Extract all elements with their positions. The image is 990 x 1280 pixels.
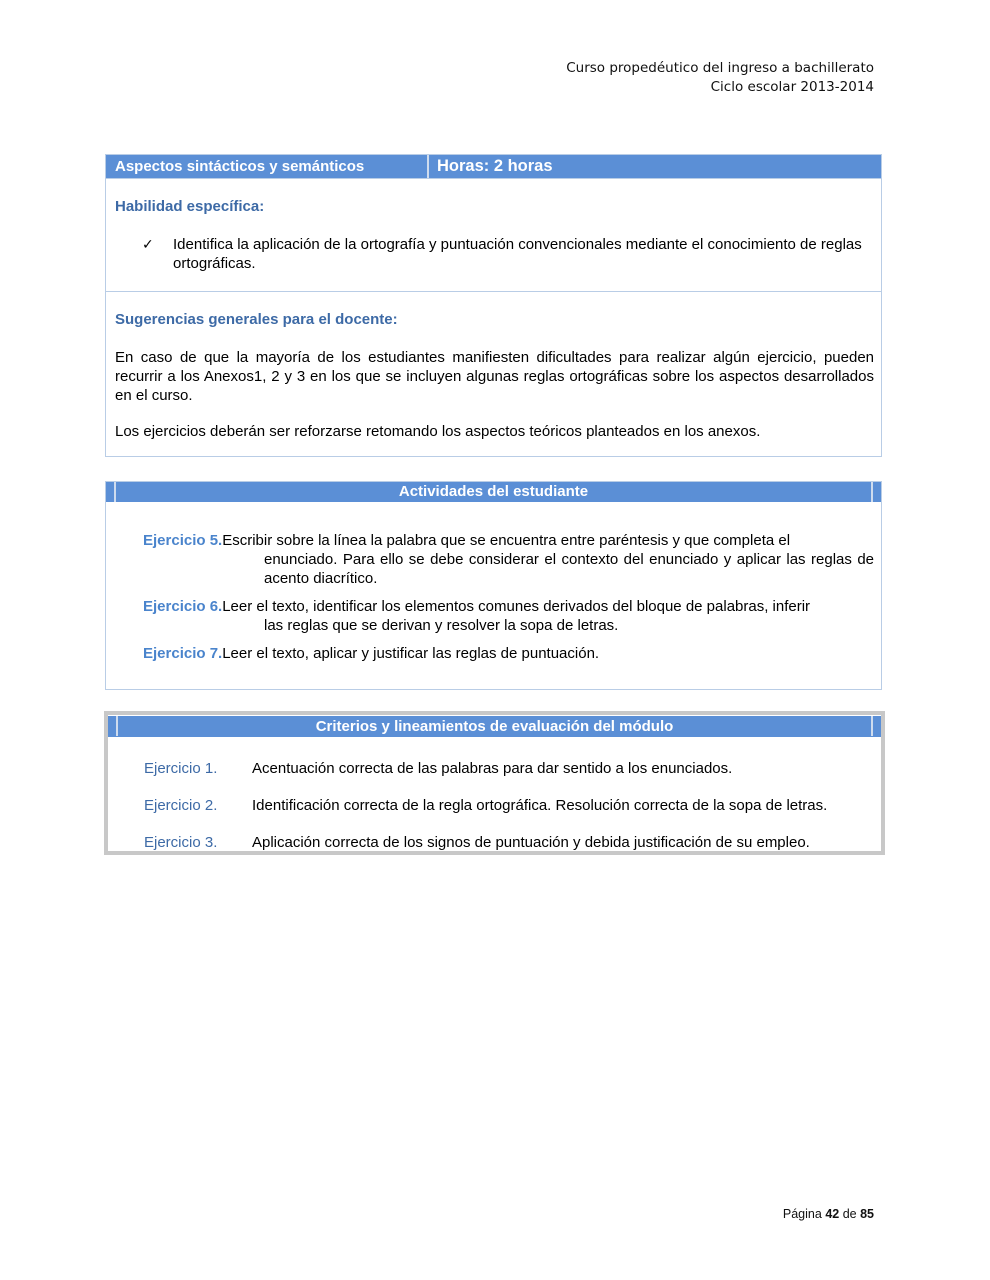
checkmark-icon: ✓ [142, 236, 154, 252]
module-title-bar [106, 155, 881, 179]
skill-section [106, 179, 881, 292]
criteria-label: Ejercicio 3. [144, 834, 218, 851]
criteria-label: Ejercicio 1. [144, 760, 218, 777]
module-hours: Horas: 2 horas [437, 157, 553, 175]
exercise-text-cont: las reglas que se derivan y resolver la sopa de letras. [264, 617, 619, 634]
bar-edge [871, 716, 873, 736]
bar-edge [116, 716, 118, 736]
skill-item [143, 235, 869, 273]
bar-edge [114, 482, 116, 502]
criteria-item [144, 833, 810, 852]
bar-edge [871, 482, 873, 502]
skill-item-text: Identifica la aplicación de la ortografía y puntuación convencionales mediante el conocimiento de reglas ortográficas. [173, 236, 862, 272]
exercise-label: Ejercicio 6. [143, 598, 223, 615]
criteria-item [144, 759, 732, 778]
total-pages: 85 [860, 1207, 874, 1221]
suggestion-paragraph-2: Los ejercicios deberán ser reforzarse retomando los aspectos teóricos planteados en los anexos. [115, 423, 761, 440]
page-word: Página [782, 1207, 822, 1221]
criteria-title: Criterios y lineamientos de evaluación del módulo [315, 718, 674, 735]
suggestion-paragraph-1: En caso de que la mayoría de los estudiantes manifiesten dificultades para realizar algún ejercicio, pueden recurrir a los Anexos1, 2 y 3 en los que se incluyen algunas reglas ortográficas sobre los aspectos desarrollados en el curso. [115, 349, 874, 404]
exercise-text: Leer el texto, identificar los elementos comunes derivados del bloque de palabras, inferir [222, 598, 811, 615]
exercise-text: Escribir sobre la línea la palabra que se encuentra entre paréntesis y que completa el [222, 532, 791, 549]
criteria-title-bar [108, 716, 881, 737]
exercise-item [143, 531, 874, 588]
current-page: 42 [825, 1207, 840, 1221]
exercise-item [143, 644, 874, 663]
of-word: de [842, 1207, 857, 1221]
course-title: Curso propedéutico del ingreso a bachillerato [566, 60, 874, 76]
exercise-text-cont: enunciado. Para ello se debe considerar el contexto del enunciado y aplicar las reglas de acento diacrítico. [264, 551, 874, 587]
school-year: Ciclo escolar 2013-2014 [710, 79, 874, 95]
activities-title-bar [106, 482, 881, 502]
criteria-text: Acentuación correcta de las palabras para dar sentido a los enunciados. [252, 760, 733, 777]
suggestions-section [106, 292, 881, 457]
criteria-label: Ejercicio 2. [144, 797, 218, 814]
skill-heading: Habilidad específica: [115, 198, 265, 215]
module-title: Aspectos sintácticos y semánticos [106, 155, 429, 178]
exercise-label: Ejercicio 5. [143, 532, 223, 549]
criteria-item [144, 796, 827, 815]
criteria-text: Identificación correcta de la regla ortográfica. Resolución correcta de la sopa de letras. [252, 797, 828, 814]
criteria-text: Aplicación correcta de los signos de puntuación y debida justificación de su empleo. [252, 834, 810, 851]
page-number [783, 1207, 874, 1221]
module-box [105, 154, 882, 457]
suggestions-heading: Sugerencias generales para el docente: [115, 311, 398, 328]
exercise-text: Leer el texto, aplicar y justificar las reglas de puntuación. [222, 645, 600, 662]
exercise-item [143, 597, 874, 635]
activities-title: Actividades del estudiante [398, 483, 589, 500]
criteria-box [104, 711, 885, 855]
exercise-label: Ejercicio 7. [143, 645, 223, 662]
page-header [566, 59, 874, 97]
activities-box [105, 481, 882, 690]
